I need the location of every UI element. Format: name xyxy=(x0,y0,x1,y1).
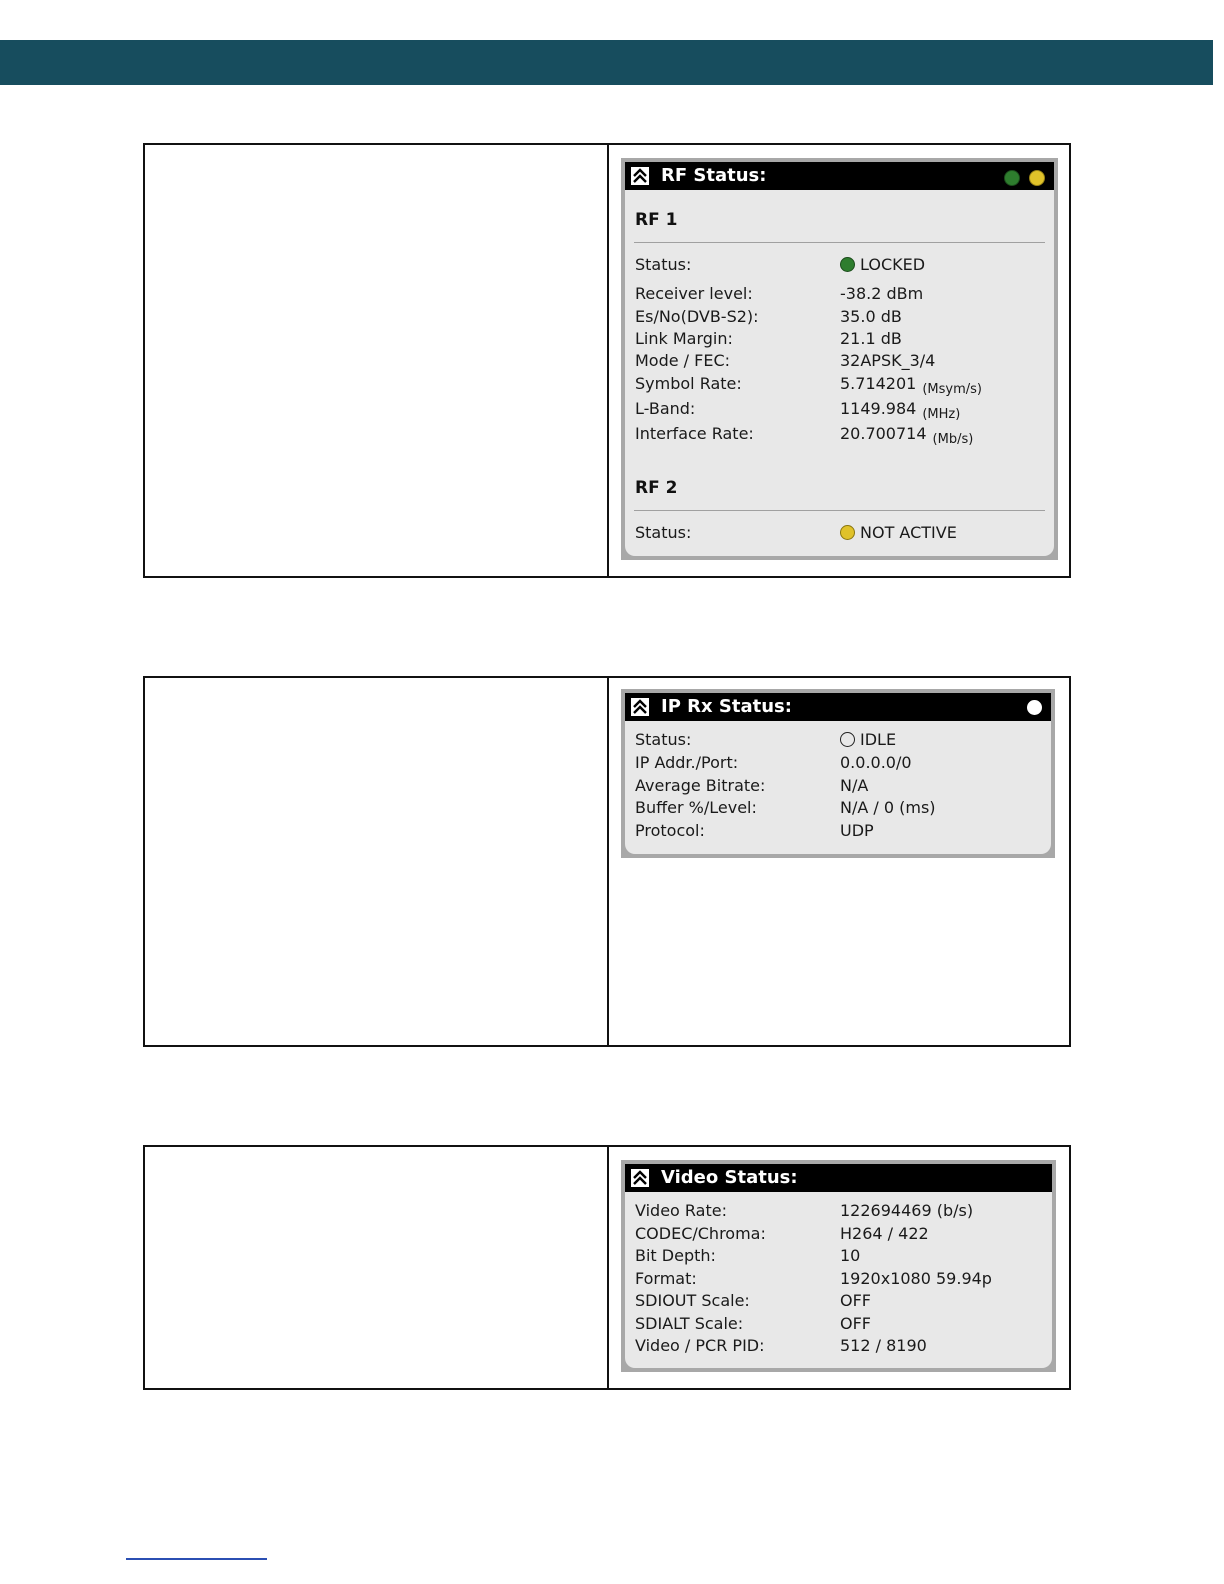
video-metric-label: Format: xyxy=(635,1268,697,1288)
ip-white-indicator-icon xyxy=(1027,700,1042,715)
ip-metric-value xyxy=(840,752,912,774)
rf1-metric-value-text: -38.2 dBm xyxy=(840,284,924,303)
rf-green-indicator-icon xyxy=(1004,170,1020,186)
video-metric-value xyxy=(840,1245,860,1267)
ip-metric-value-text: N/A xyxy=(840,775,869,795)
rf1-metric-value xyxy=(840,423,973,447)
ip-status-row xyxy=(635,729,1043,751)
rf1-metric-label: Interface Rate: xyxy=(635,424,754,443)
rf1-metric-value-text: 21.1 dB xyxy=(840,329,902,348)
ip-metric-label: Protocol: xyxy=(635,820,705,840)
video-metric-value xyxy=(840,1223,929,1245)
rf1-metric-row xyxy=(635,328,1046,350)
video-metric-value-text: 10 xyxy=(840,1246,861,1265)
ip-metric-label: Average Bitrate: xyxy=(635,775,766,795)
table-column-divider xyxy=(607,1147,609,1388)
video-metric-row xyxy=(635,1268,1044,1290)
rf1-divider xyxy=(634,242,1045,243)
rf1-metric-value xyxy=(840,328,902,350)
ip-metric-row xyxy=(635,752,1043,774)
video-status-panel xyxy=(621,1160,1056,1372)
video-metric-value xyxy=(840,1200,973,1222)
video-metric-value xyxy=(840,1313,871,1335)
rf1-metric-label: Es/No(DVB-S2): xyxy=(635,307,759,326)
status-locked-icon xyxy=(840,257,855,272)
ip-metric-row xyxy=(635,820,1043,842)
video-metric-label: SDIALT Scale: xyxy=(635,1313,744,1333)
video-metric-row xyxy=(635,1223,1044,1245)
rf-status-panel xyxy=(621,158,1058,560)
video-metric-row xyxy=(635,1200,1044,1222)
rf1-metric-row xyxy=(635,306,1046,328)
video-metric-value-text: 1920x1080 59.94p xyxy=(840,1268,992,1288)
rf1-metric-value-text: 35.0 dB xyxy=(840,307,902,326)
rf1-metric-value xyxy=(840,398,960,422)
video-metric-row xyxy=(635,1245,1044,1267)
rf2-status-value: NOT ACTIVE xyxy=(840,522,957,544)
rf1-metric-value xyxy=(840,350,935,372)
ip-metric-label: IP Addr./Port: xyxy=(635,753,739,772)
rf-status-title: RF Status: xyxy=(661,165,767,186)
ip-metric-value xyxy=(840,797,936,819)
ip-metric-row xyxy=(635,797,1043,819)
video-metric-value-text: H264 / 422 xyxy=(840,1223,929,1243)
video-metric-value xyxy=(840,1335,927,1357)
rf-status-header xyxy=(625,162,1054,190)
table-column-divider xyxy=(607,145,609,576)
rf1-metric-row xyxy=(635,283,1046,305)
ip-rx-status-title: IP Rx Status: xyxy=(661,696,792,717)
rf1-metric-label: Link Margin: xyxy=(635,329,733,348)
rf1-metric-label: Mode / FEC: xyxy=(635,351,731,370)
video-metric-row xyxy=(635,1335,1044,1357)
rf2-status-row xyxy=(635,522,1046,544)
video-metric-value-text: OFF xyxy=(840,1313,871,1333)
collapse-icon[interactable] xyxy=(631,698,649,716)
rf1-metric-row xyxy=(635,350,1046,372)
ip-metric-value-text: N/A / 0 (ms) xyxy=(840,798,936,817)
collapse-icon[interactable] xyxy=(631,167,649,185)
video-metric-label: Video Rate: xyxy=(635,1201,727,1220)
video-metric-value xyxy=(840,1290,871,1312)
rf1-title: RF 1 xyxy=(635,210,678,230)
video-metric-value-text: 512 / 8190 xyxy=(840,1336,927,1355)
rf1-metric-unit: (Msym/s) xyxy=(922,382,982,397)
rf2-title: RF 2 xyxy=(635,478,678,498)
rf1-metric-label: Receiver level: xyxy=(635,284,753,303)
video-metric-value-text: 122694469 (b/s) xyxy=(840,1201,974,1220)
rf1-metric-unit: (Mb/s) xyxy=(932,432,974,447)
ip-rx-status-panel xyxy=(621,689,1055,858)
rf1-metric-row xyxy=(635,423,1046,445)
ip-status-value: IDLE xyxy=(840,729,896,751)
rf1-metric-row xyxy=(635,398,1046,420)
ip-status-label: Status: xyxy=(635,730,692,749)
rf1-metric-value-text: 5.714201 xyxy=(840,374,917,393)
rf-yellow-indicator-icon xyxy=(1029,170,1045,186)
table-column-divider xyxy=(607,678,609,1045)
ip-metric-value-text: UDP xyxy=(840,820,874,840)
rf1-status-label: Status: xyxy=(635,255,692,274)
rf2-status-label: Status: xyxy=(635,523,692,542)
ip-metric-row xyxy=(635,775,1043,797)
video-status-title: Video Status: xyxy=(661,1167,798,1188)
video-metric-label: Bit Depth: xyxy=(635,1246,716,1265)
video-metric-value-text: OFF xyxy=(840,1291,871,1310)
ip-rx-status-header xyxy=(625,693,1051,721)
rf1-metric-row xyxy=(635,373,1046,395)
video-status-header xyxy=(625,1164,1052,1192)
rf1-metric-unit: (MHz) xyxy=(922,407,961,422)
rf2-divider xyxy=(634,510,1045,511)
status-not-active-icon xyxy=(840,525,855,540)
ip-metric-value xyxy=(840,775,868,797)
video-metric-value xyxy=(840,1268,992,1290)
ip-metric-value-text: 0.0.0.0/0 xyxy=(840,753,912,772)
ip-metric-value xyxy=(840,820,874,842)
rf1-metric-label: Symbol Rate: xyxy=(635,374,742,393)
rf1-metric-value xyxy=(840,283,923,305)
rf1-metric-value-text: 1149.984 xyxy=(840,399,917,418)
video-metric-row xyxy=(635,1313,1044,1335)
video-metric-label: Video / PCR PID: xyxy=(635,1336,765,1355)
collapse-icon[interactable] xyxy=(631,1169,649,1187)
status-idle-icon xyxy=(840,732,855,747)
rf1-metric-value xyxy=(840,306,902,328)
rf1-status-row xyxy=(635,254,1046,276)
rf1-metric-value xyxy=(840,373,982,397)
rf1-metric-value-text: 20.700714 xyxy=(840,424,927,443)
rf1-metric-value-text: 32APSK_3/4 xyxy=(840,351,936,370)
rf1-metric-label: L-Band: xyxy=(635,399,696,418)
video-metric-label: SDIOUT Scale: xyxy=(635,1291,750,1310)
video-metric-label: CODEC/Chroma: xyxy=(635,1223,766,1243)
ip-metric-label: Buffer %/Level: xyxy=(635,798,757,817)
document-header-bar xyxy=(0,40,1213,85)
video-metric-row xyxy=(635,1290,1044,1312)
rf1-status-value: LOCKED xyxy=(840,254,925,276)
footer-link-underline[interactable] xyxy=(126,1558,267,1560)
